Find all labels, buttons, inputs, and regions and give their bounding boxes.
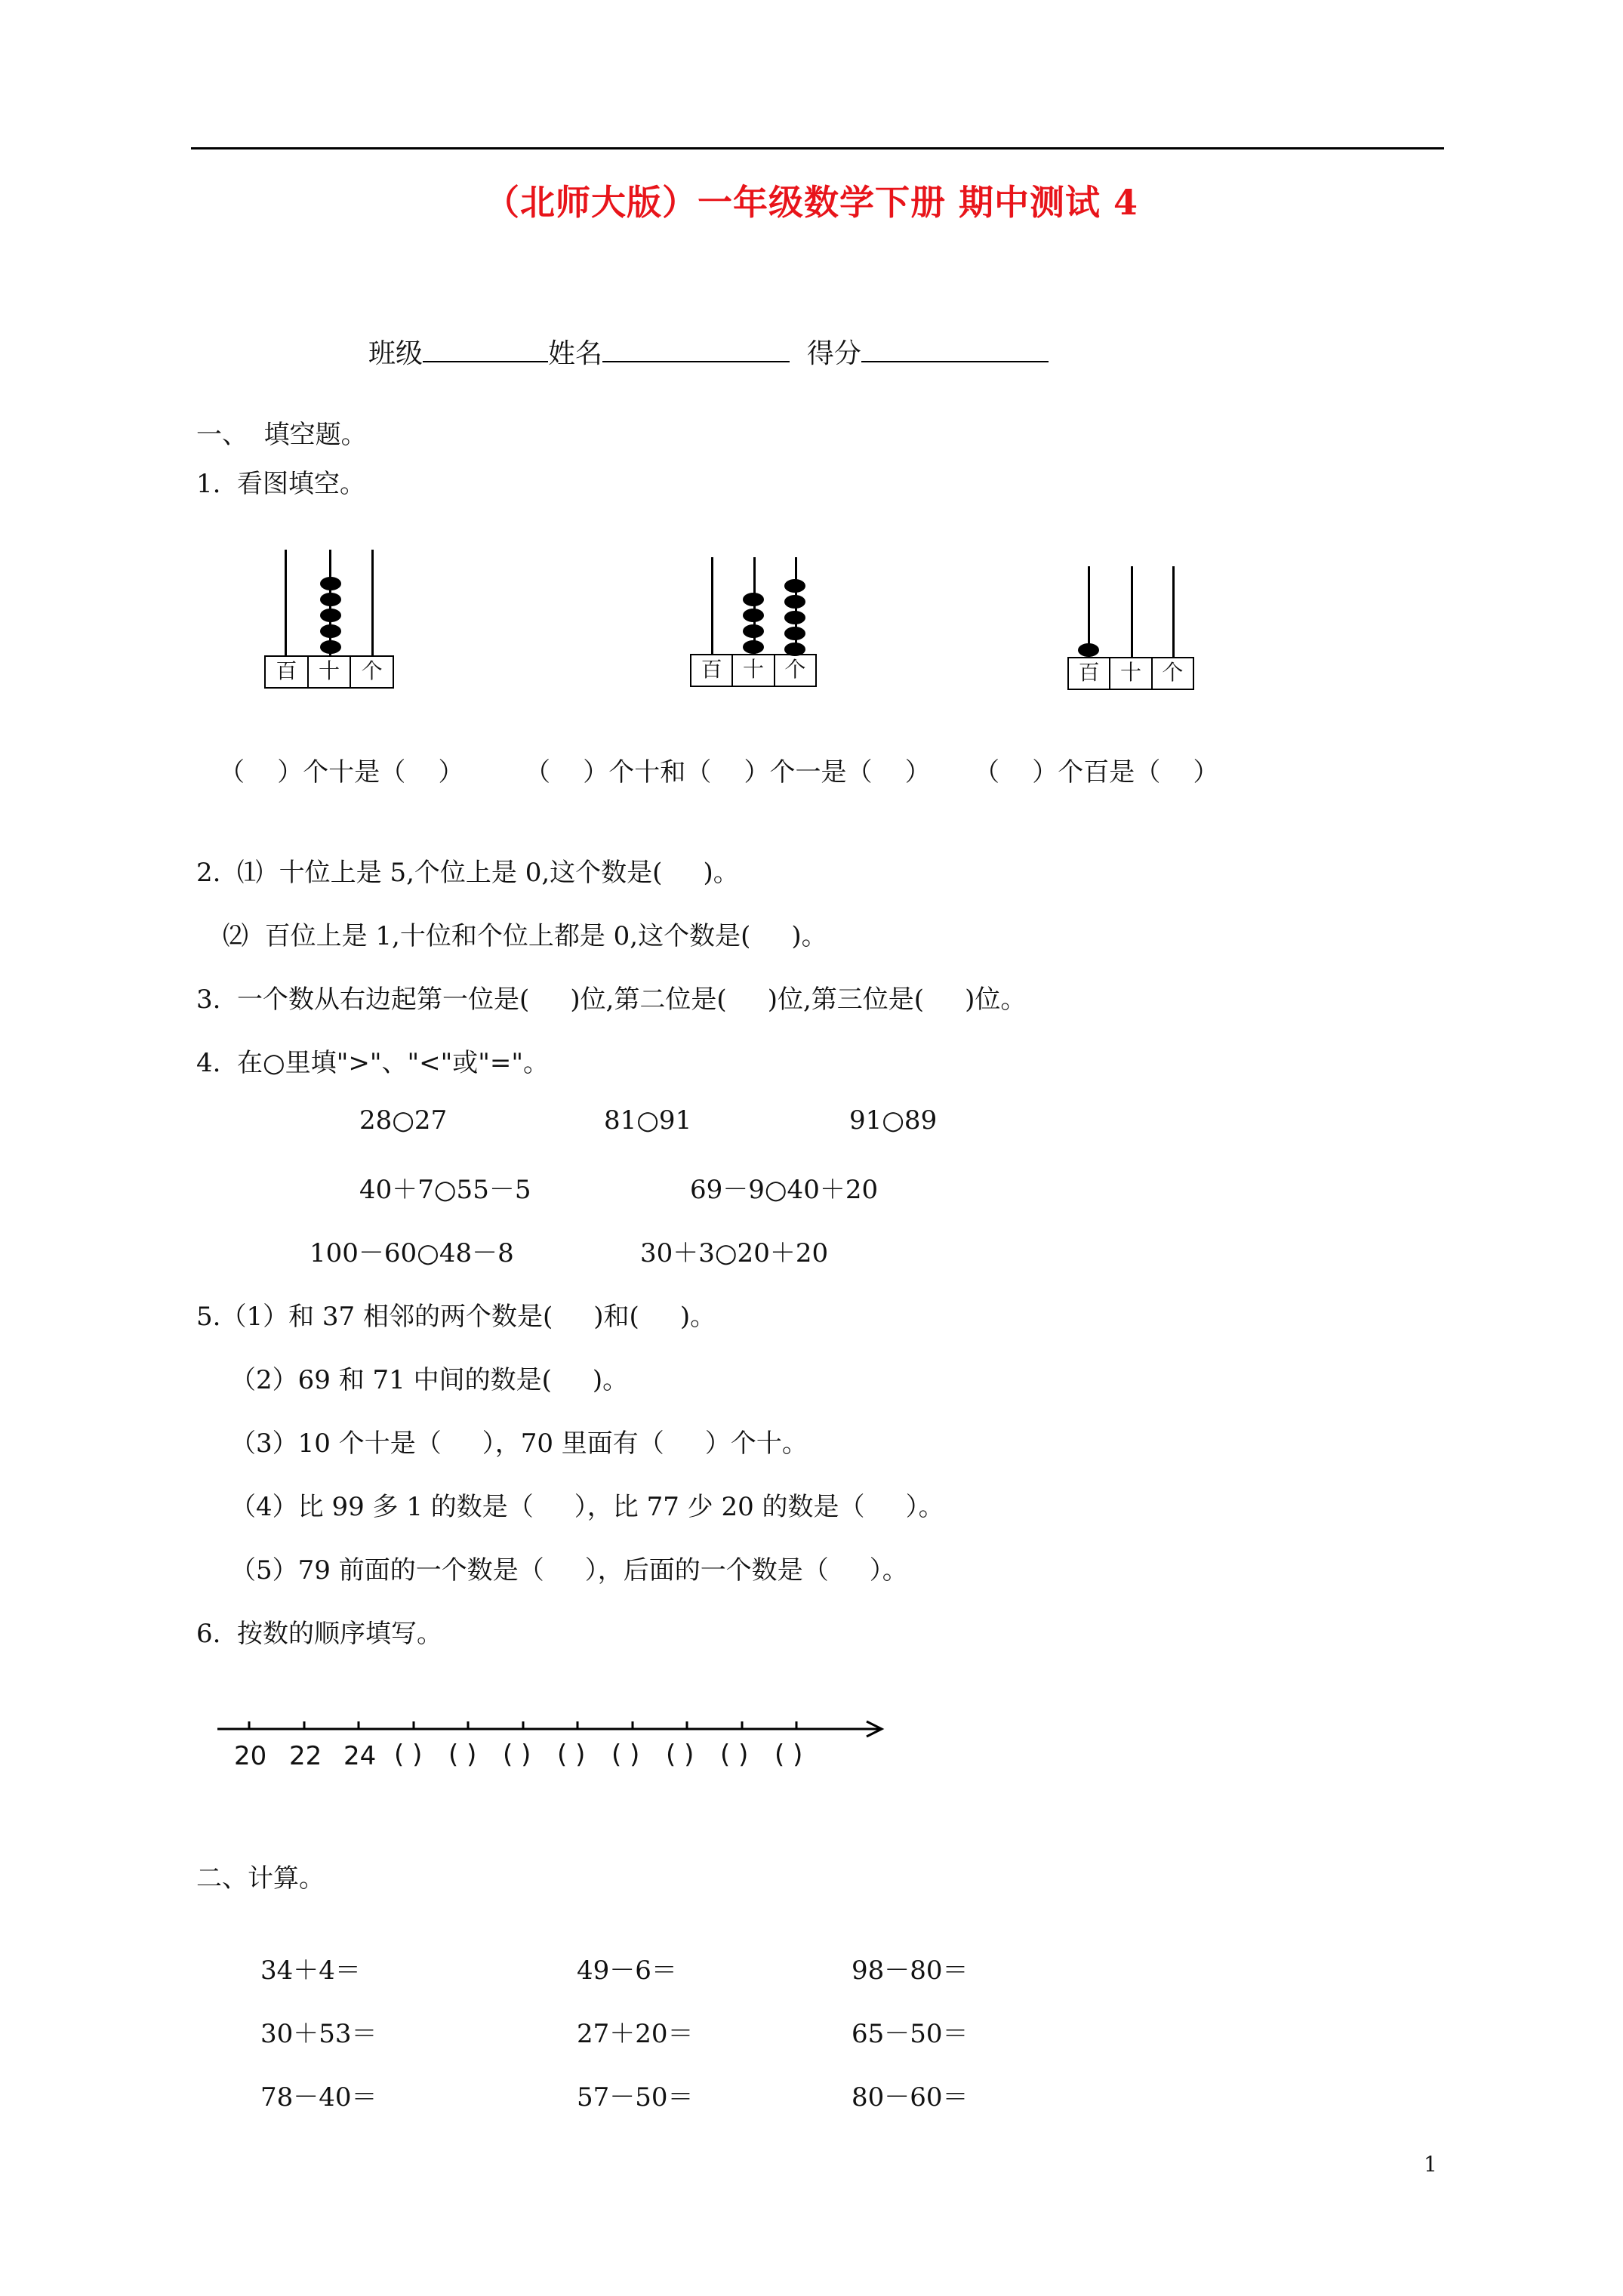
q4-r1-c3: 91○89 <box>849 1105 938 1136</box>
number-line-label: 24 <box>343 1741 377 1771</box>
q4-r2-c1: 40＋7○55－5 <box>359 1175 531 1205</box>
calc-item: 49－6＝ <box>577 1955 677 1986</box>
q1-prompt-1: （ ）个十是（ ） <box>219 757 464 787</box>
q1-prompt-2: （ ）个十和（ ）个一是（ ） <box>525 757 931 787</box>
q3: 3. 一个数从右边起第一位是( )位,第二位是( )位,第三位是( )位。 <box>196 985 1027 1015</box>
calc-item: 98－80＝ <box>852 1955 969 1986</box>
student-info <box>368 332 1049 371</box>
q5-line-2: （2）69 和 71 中间的数是( )。 <box>230 1365 629 1395</box>
abacus-3-labels: 百 十 个 <box>1067 657 1194 690</box>
number-line-blank[interactable]: ( ) <box>611 1740 640 1770</box>
number-line-blank[interactable]: ( ) <box>557 1740 586 1770</box>
page-title: （北师大版）一年级数学下册 期中测试 4 <box>484 182 1139 223</box>
section1-heading: 一、 填空题。 <box>196 420 367 450</box>
abacus-1-labels: 百 十 个 <box>264 655 394 689</box>
name-blank[interactable] <box>602 335 790 362</box>
q5-line-3: （3）10 个十是（ ），70 里面有（ ）个十。 <box>230 1428 808 1459</box>
number-line-blank[interactable]: ( ) <box>775 1740 803 1770</box>
q4-r3-c1: 100－60○48－8 <box>310 1238 514 1268</box>
number-line-blank[interactable]: ( ) <box>394 1740 423 1770</box>
q4-r3-c2: 30＋3○20＋20 <box>640 1238 829 1268</box>
q1-text: 1. 看图填空。 <box>196 469 366 499</box>
q6-text: 6. 按数的顺序填写。 <box>196 1619 443 1649</box>
class-label: 班级 <box>368 338 423 369</box>
section2-heading: 二、计算。 <box>196 1863 325 1894</box>
q4-text: 4. 在○里填">"、"<"或"="。 <box>196 1048 550 1078</box>
q5-line-1: 5.（1）和 37 相邻的两个数是( )和( )。 <box>196 1302 716 1332</box>
abacus-2-labels: 百 十 个 <box>690 654 817 687</box>
class-blank[interactable] <box>423 335 548 362</box>
q1-prompt-3: （ ）个百是（ ） <box>974 757 1219 787</box>
number-line-label: 20 <box>234 1741 267 1771</box>
q4-r1-c1: 28○27 <box>359 1105 448 1136</box>
calc-item: 65－50＝ <box>852 2019 969 2049</box>
q2-line-1: 2. ⑴ 十位上是 5,个位上是 0,这个数是( )。 <box>196 858 739 888</box>
number-line-blank[interactable]: ( ) <box>448 1740 477 1770</box>
number-line-blank[interactable]: ( ) <box>503 1740 531 1770</box>
q5-line-4: （4）比 99 多 1 的数是（ ），比 77 少 20 的数是（ ）。 <box>230 1492 944 1522</box>
q2-line-2: ⑵ 百位上是 1,十位和个位上都是 0,这个数是( )。 <box>223 921 827 951</box>
name-label: 姓名 <box>548 338 603 369</box>
score-blank[interactable] <box>861 335 1049 362</box>
calc-item: 57－50＝ <box>577 2082 694 2113</box>
number-line-label: 22 <box>289 1741 322 1771</box>
calc-item: 30＋53＝ <box>260 2019 377 2049</box>
score-label: 得分 <box>806 338 861 369</box>
number-line-blank[interactable]: ( ) <box>666 1740 694 1770</box>
q4-r2-c2: 69－9○40＋20 <box>690 1175 879 1205</box>
calc-item: 27＋20＝ <box>577 2019 694 2049</box>
header-rule <box>191 147 1444 149</box>
calc-item: 78－40＝ <box>260 2082 377 2113</box>
number-line-blank[interactable]: ( ) <box>720 1740 749 1770</box>
page-number: 1 <box>1424 2152 1437 2177</box>
q5-line-5: （5）79 前面的一个数是（ ），后面的一个数是（ ）。 <box>230 1555 908 1586</box>
q4-r1-c2: 81○91 <box>604 1105 692 1136</box>
calc-item: 80－60＝ <box>852 2082 969 2113</box>
calc-item: 34＋4＝ <box>260 1955 361 1986</box>
